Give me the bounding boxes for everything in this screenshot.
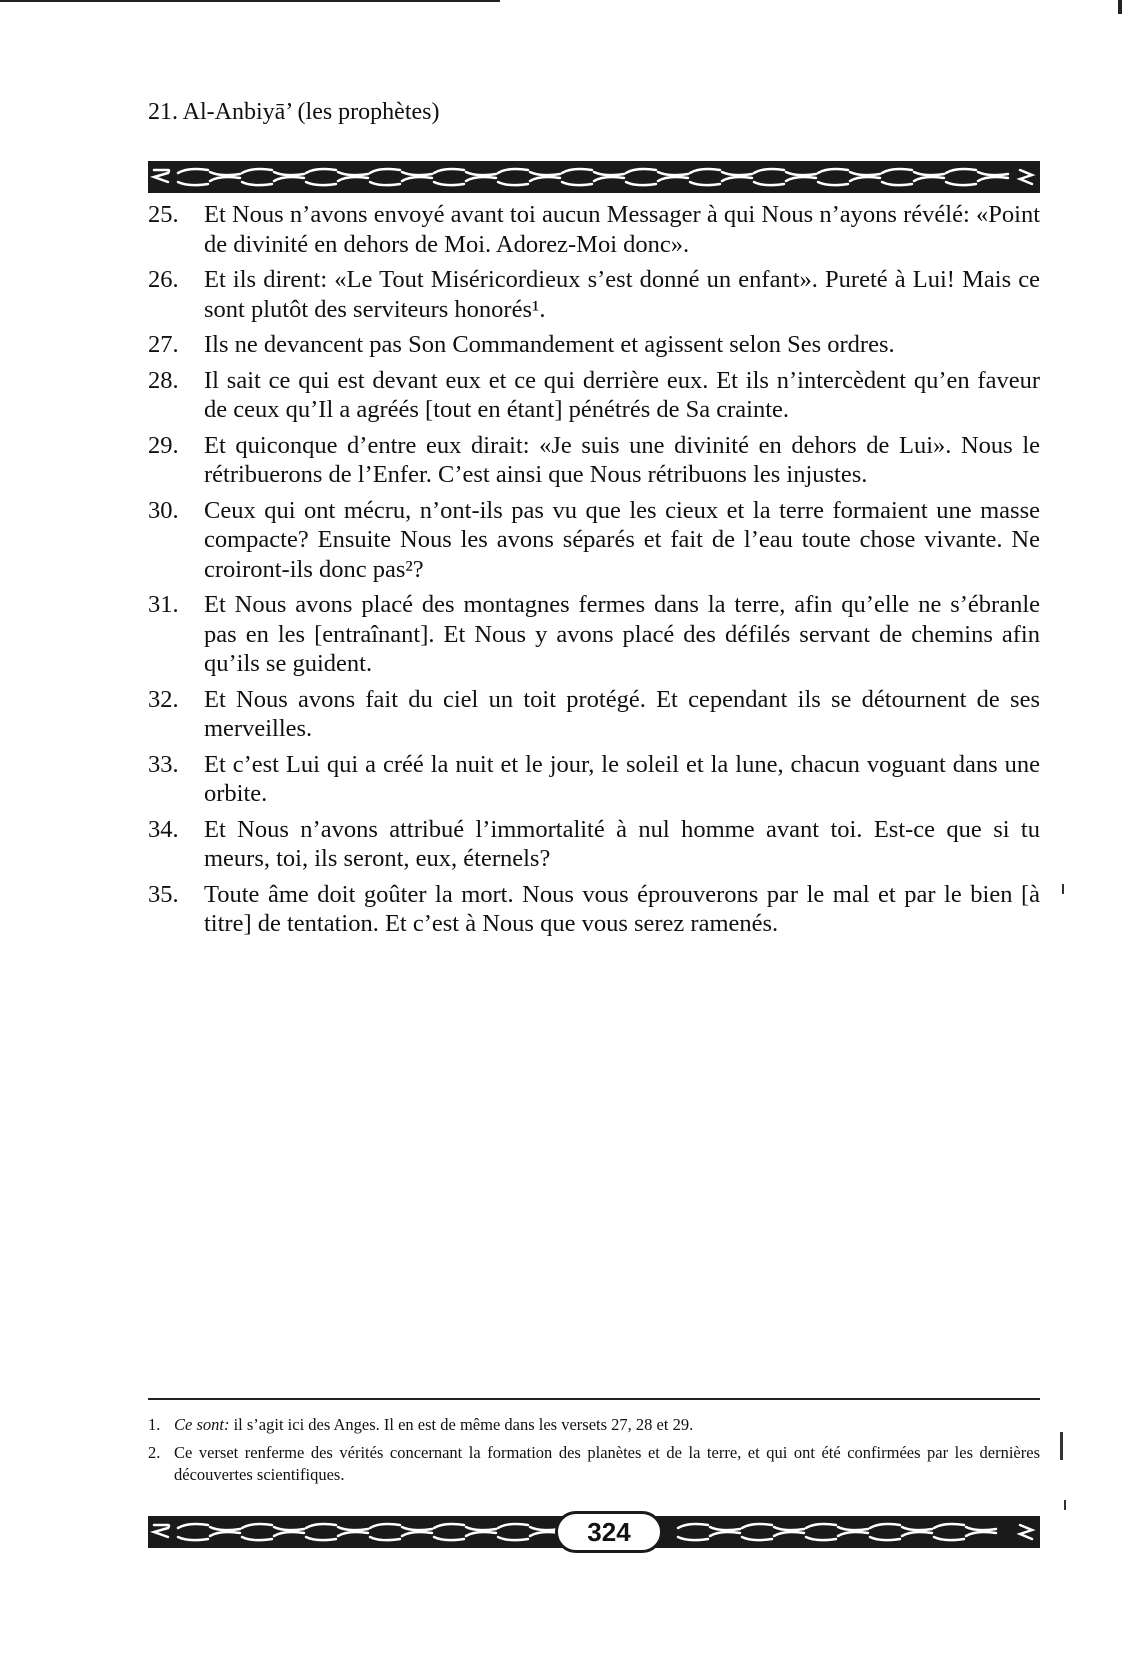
verse-31 [148,590,1040,679]
page-number: 324 [555,1511,663,1553]
verse-text: Ceux qui ont mécru, n’ont-ils pas vu que les cieux et la terre formaient une masse compacte? Ensuite Nous les avons séparés et fait de l’eau toute chose vivante. Ne croiront-ils donc pas²? [204,496,1040,583]
verse-text: Et Nous avons placé des montagnes fermes dans la terre, afin qu’elle ne s’ébranle pas en les [entraînant]. Et Nous y avons placé des défilés servant de chemins afin qu’ils se guident. [204,591,1040,677]
footnote-emphasis: Ce sont: [174,1415,230,1434]
verse-text: Toute âme doit goûter la mort. Nous vous éprouverons par le mal et par le bien [à titre] de tentation. Et c’est à Nous que vous serez ramenés. [204,880,1040,937]
verse-28 [148,366,1040,425]
footnote-1 [148,1414,1040,1436]
chapter-header: 21. Al-Anbiyā’ (les prophètes) [148,99,440,125]
scan-speck [1060,1432,1063,1460]
footnote-number: 1. [148,1415,161,1434]
verse-27 [148,330,1040,360]
footnotes [148,1414,1040,1492]
footnote-body: il s’agit ici des Anges. Il en est de même dans les versets 27, 28 et 29. [229,1415,694,1434]
verse-number: 33. [148,750,179,778]
verse-26 [148,265,1040,324]
verse-text: Et c’est Lui qui a créé la nuit et le jour, le soleil et la lune, chacun voguant dans une orbite. [204,750,1040,807]
scan-speck [1062,884,1064,894]
verse-text: Et Nous n’avons attribué l’immortalité à nul homme avant toi. Est-ce que si tu meurs, toi, ils seront, eux, éternels? [204,815,1040,872]
footnote-number: 2. [148,1443,161,1462]
verse-34 [148,815,1040,874]
verse-29 [148,431,1040,490]
corner-mark [1118,0,1122,14]
footnote-2 [148,1442,1040,1486]
ornamental-band-top [148,161,1040,193]
verse-number: 29. [148,431,179,459]
chain-ornament-top [148,161,1040,193]
footnote-text: Ce verset renferme des vérités concernant la formation des planètes et de la terre, et qui ont été confirmées par les dernières découvertes scientifiques. [174,1443,1040,1484]
verse-text: Et Nous n’avons envoyé avant toi aucun Messager à qui Nous n’ayons révélé: «Point de divinité en dehors de Moi. Adorez-Moi donc». [204,201,1040,258]
verse-number: 26. [148,266,179,293]
verse-text: Il sait ce qui est devant eux et ce qui derrière eux. Et ils n’intercèdent qu’en faveur de ceux qu’Il a agréés [tout en étant] pénétrés de Sa crainte. [204,366,1040,423]
verse-32 [148,685,1040,744]
verse-number: 25. [148,201,179,228]
verse-number: 27. [148,331,179,358]
top-edge-rule [0,0,500,2]
verse-text: Et quiconque d’entre eux dirait: «Je suis une divinité en dehors de Lui». Nous le rétribuerons de l’Enfer. C’est ainsi que Nous rétribuons les injustes. [204,431,1040,488]
verse-text: Et ils dirent: «Le Tout Miséricordieux s’est donné un enfant». Pureté à Lui! Mais ce sont plutôt des serviteurs honorés¹. [204,266,1040,323]
footnote-separator [148,1398,1040,1400]
verse-30 [148,496,1040,585]
verse-35 [148,880,1040,939]
footnote-text [174,1414,1040,1436]
verse-number: 31. [148,591,179,618]
scan-speck [1064,1500,1066,1510]
verse-text: Ils ne devancent pas Son Commandement et agissent selon Ses ordres. [204,331,895,358]
verse-number: 30. [148,496,179,524]
verse-text: Et Nous avons fait du ciel un toit protégé. Et cependant ils se détournent de ses merveilles. [204,685,1040,742]
verse-number: 34. [148,815,179,843]
verse-33 [148,750,1040,809]
verse-25 [148,200,1040,259]
verse-number: 35. [148,880,179,908]
verse-number: 28. [148,366,179,394]
verse-number: 32. [148,685,179,713]
verse-list [148,200,1040,945]
